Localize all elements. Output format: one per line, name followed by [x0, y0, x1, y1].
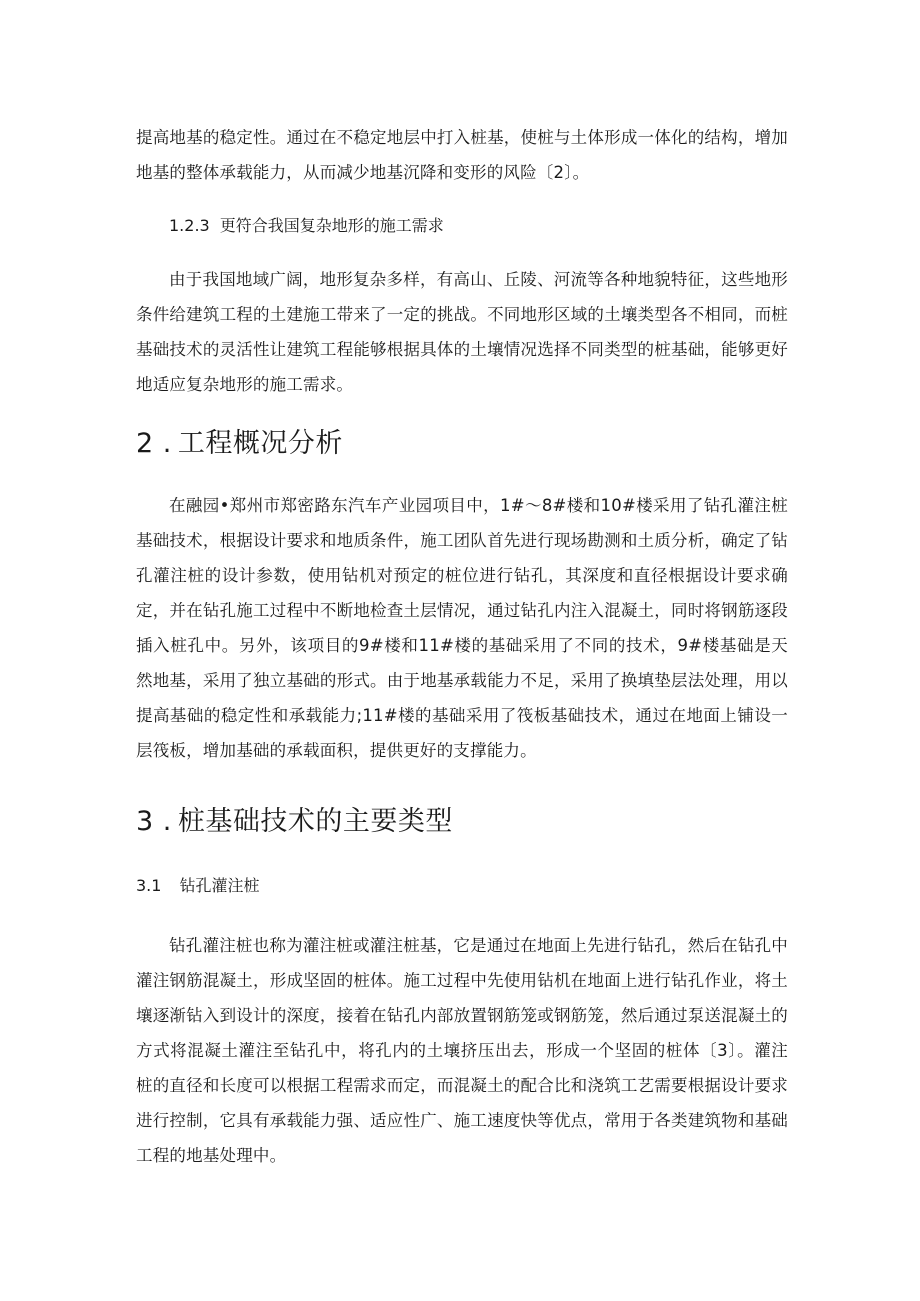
paragraph-2: 在融园•郑州市郑密路东汽车产业园项目中，1#～8#楼和10#楼采用了钻孔灌注桩基础技术，根据设计要求和地质条件，施工团队首先进行现场勘测和土质分析，确定了钻孔灌注桩的设计参数，使用钻机对预定的桩位进行钻孔，其深度和直径根据设计要求确定，并在钻孔施工过程中不断地检查土层情况，通过钻孔内注入混凝土，同时将钢筋逐段插入桩孔中。另外，该项目的9#楼和11#楼的基础采用了不同的技术，9#楼基础是天然地基，采用了独立基础的形式。由于地基承载能力不足，采用了换填垫层法处理，用以提高基础的稳定性和承载能力;11#楼的基础采用了筏板基础技术，通过在地面上铺设一层筏板，增加基础的承载面积，提供更好的支撑能力。	[136, 496, 788, 760]
section-number: 3.1	[136, 876, 162, 895]
paragraph-intro: 提高地基的稳定性。通过在不稳定地层中打入桩基，使桩与土体形成一体化的结构，增加地基的整体承载能力，从而减少地基沉降和变形的风险〔2〕。	[136, 128, 788, 182]
section-title: 工程概况分析	[177, 428, 343, 459]
section-number: 2 .	[136, 428, 172, 459]
section-title: 钻孔灌注桩	[179, 876, 260, 895]
section-heading-3-1	[136, 874, 259, 898]
paragraph-3-1: 钻孔灌注桩也称为灌注桩或灌注桩基，它是通过在地面上先进行钻孔，然后在钻孔中灌注钢筋混凝土，形成坚固的桩体。施工过程中先使用钻机在地面上进行钻孔作业，将土壤逐渐钻入到设计的深度，接着在钻孔内部放置钢筋笼或钢筋笼，然后通过泵送混凝土的方式将混凝土灌注至钻孔中，将孔内的土壤挤压出去，形成一个坚固的桩体〔3〕。灌注桩的直径和长度可以根据工程需求而定，而混凝土的配合比和浇筑工艺需要根据设计要求进行控制，它具有承载能力强、适应性广、施工速度快等优点，常用于各类建筑物和基础工程的地基处理中。	[136, 936, 788, 1165]
section-title: 更符合我国复杂地形的施工需求	[219, 216, 444, 235]
section-number: 3 .	[136, 806, 172, 837]
paragraph-1-2-3: 由于我国地域广阔，地形复杂多样，有高山、丘陵、河流等各种地貌特征，这些地形条件给建筑工程的土建施工带来了一定的挑战。不同地形区域的土壤类型各不相同，而桩基础技术的灵活性让建筑工程能够根据具体的土壤情况选择不同类型的桩基础，能够更好地适应复杂地形的施工需求。	[136, 270, 788, 394]
section-title: 桩基础技术的主要类型	[177, 806, 453, 837]
section-number: 1.2.3	[169, 216, 210, 235]
section-heading-2	[136, 424, 343, 464]
section-heading-3	[136, 802, 453, 842]
section-heading-1-2-3	[169, 214, 444, 238]
